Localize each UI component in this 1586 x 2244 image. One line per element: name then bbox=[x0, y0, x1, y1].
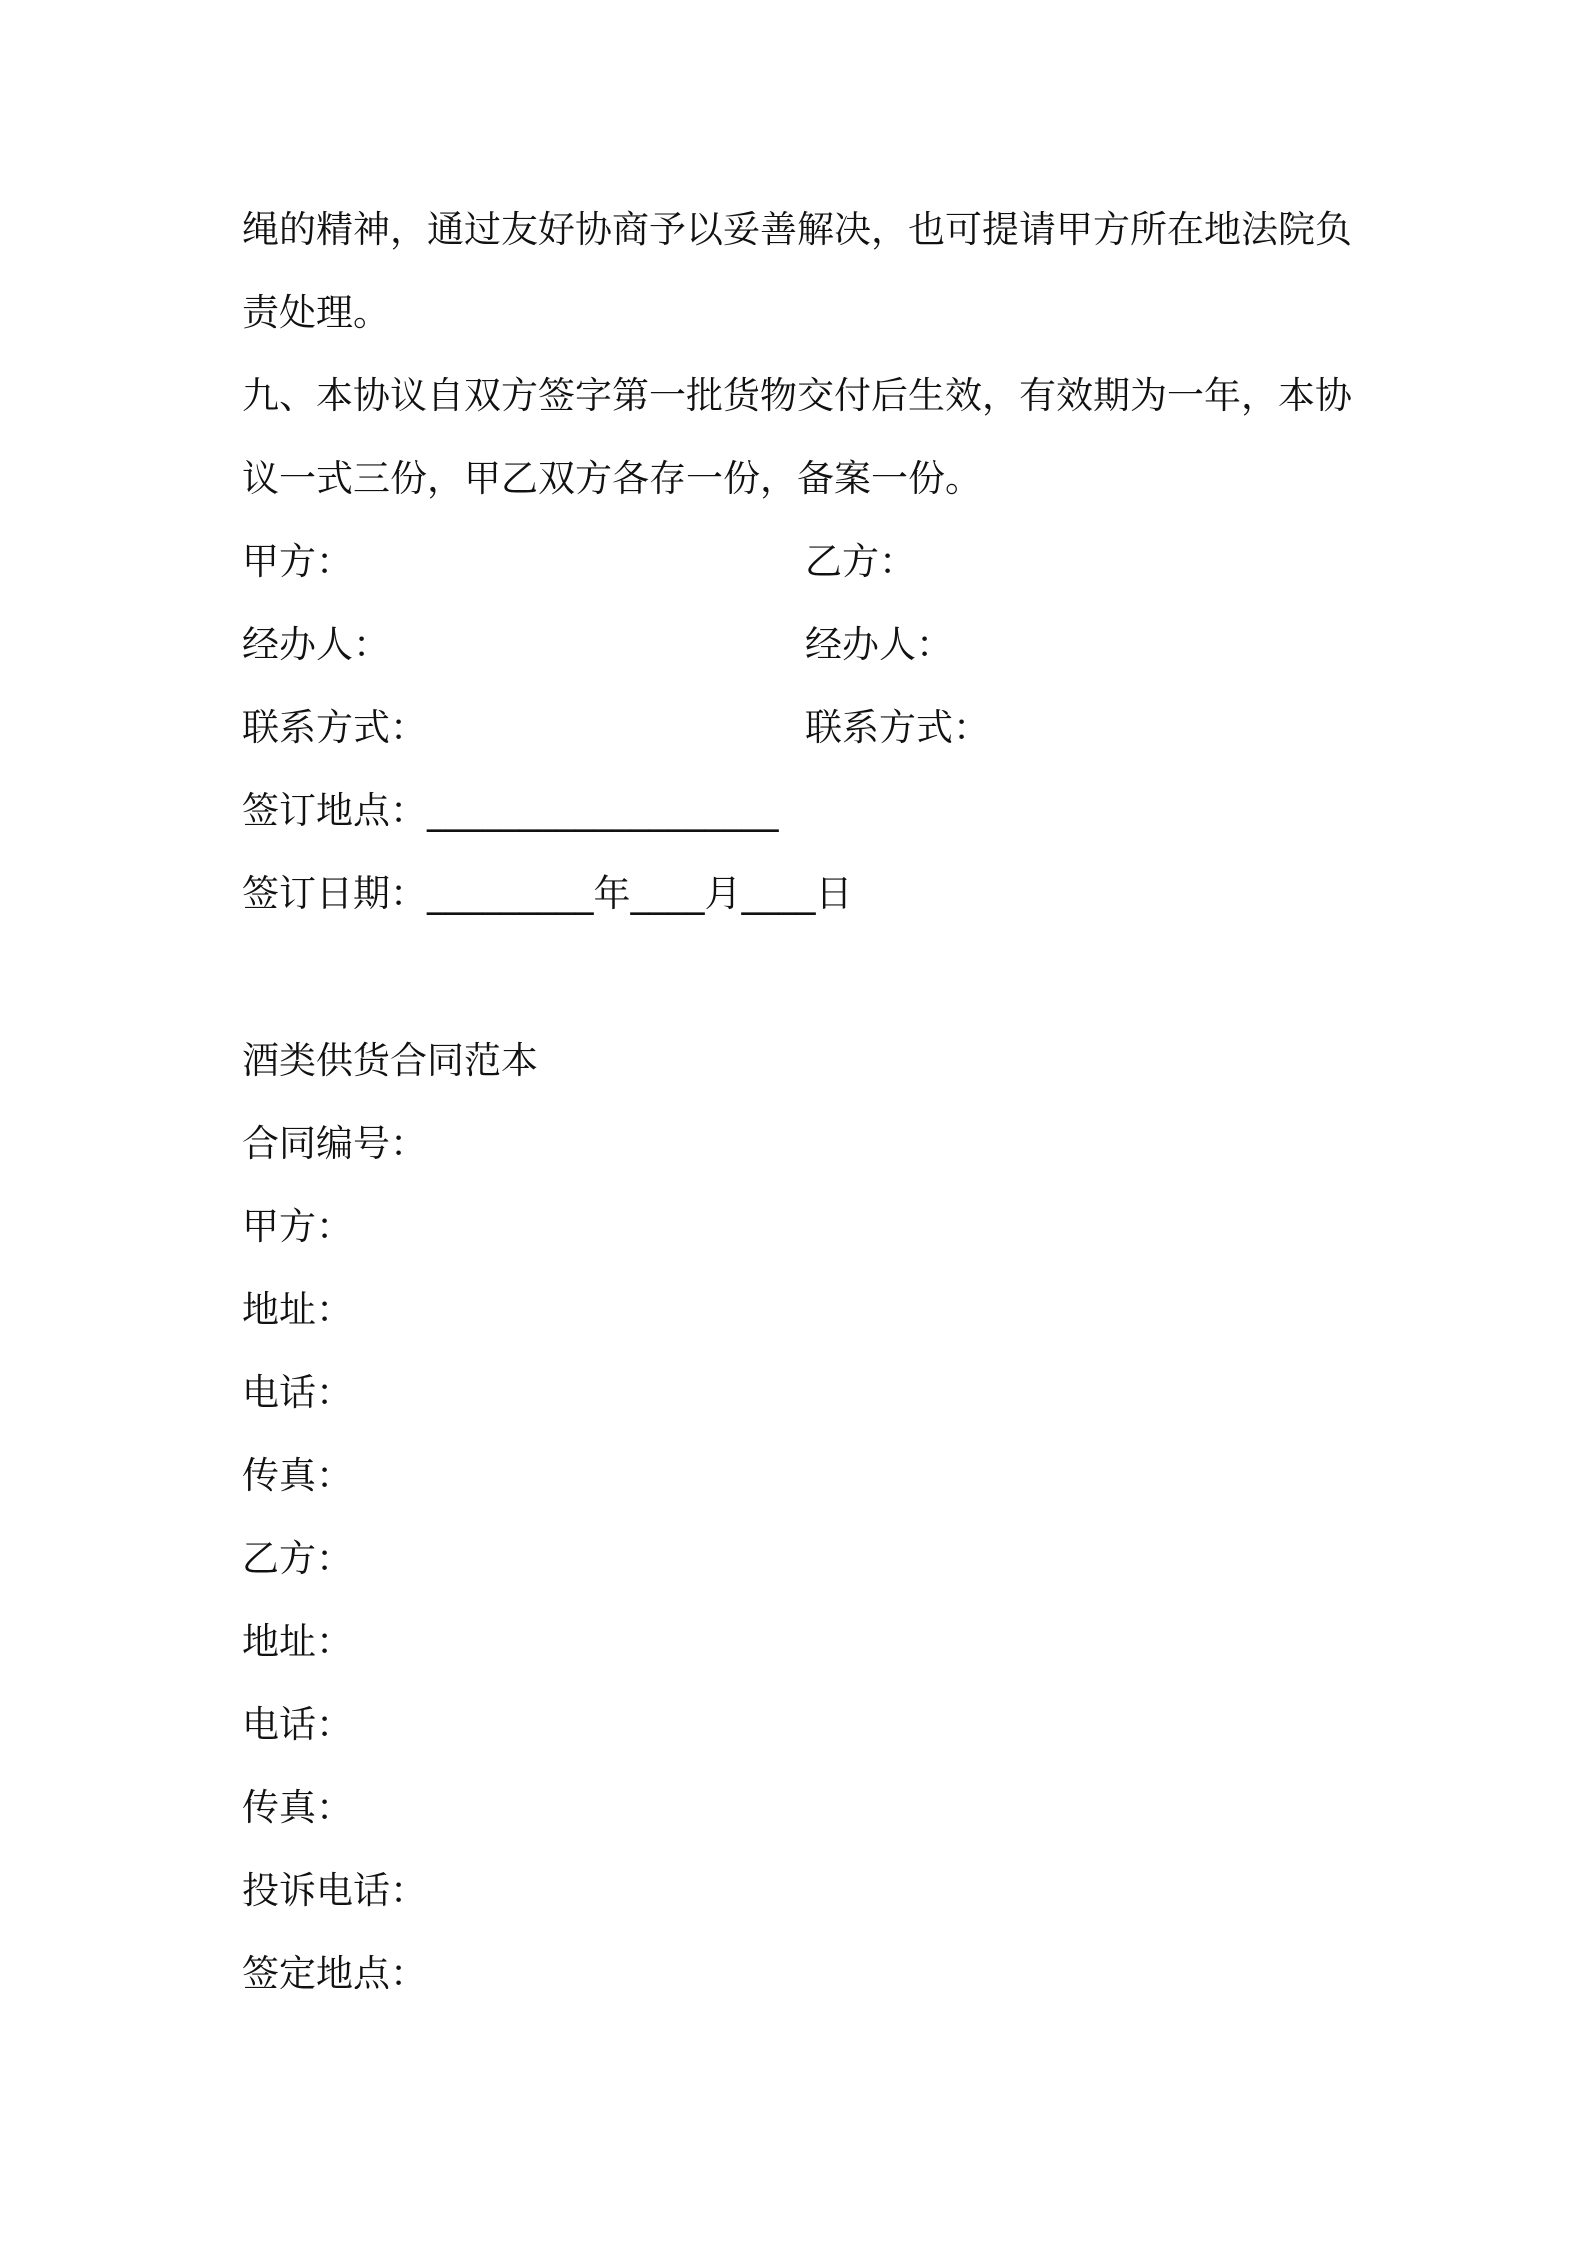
party-b-label: 乙方： bbox=[805, 540, 916, 583]
address-a-label: 地址： bbox=[242, 1288, 353, 1331]
phone-a-label: 电话： bbox=[242, 1371, 353, 1414]
paragraph-line: 责处理。 bbox=[242, 291, 390, 334]
complaint-phone-label: 投诉电话： bbox=[242, 1869, 427, 1912]
contract-number-label: 合同编号： bbox=[242, 1122, 427, 1165]
contract-title: 酒类供货合同范本 bbox=[242, 1039, 538, 1082]
phone-b-label: 电话： bbox=[242, 1703, 353, 1746]
sign-place-line: 签订地点：___________________ bbox=[242, 789, 779, 832]
paragraph-line: 议一式三份，甲乙双方各存一份，备案一份。 bbox=[242, 457, 982, 500]
address-b-label: 地址： bbox=[242, 1620, 353, 1663]
contact-a-label: 联系方式： bbox=[242, 706, 427, 749]
paragraph-line: 九、本协议自双方签字第一批货物交付后生效，有效期为一年，本协 bbox=[242, 374, 1352, 417]
party-a-label: 甲方： bbox=[242, 540, 353, 583]
sign-location-label: 签定地点： bbox=[242, 1952, 427, 1995]
paragraph-line: 绳的精神，通过友好协商予以妥善解决，也可提请甲方所在地法院负 bbox=[242, 208, 1352, 251]
fax-a-label: 传真： bbox=[242, 1454, 353, 1497]
agent-b-label: 经办人： bbox=[805, 623, 953, 666]
party-a-label: 甲方： bbox=[242, 1205, 353, 1248]
sign-date-line: 签订日期：_________年____月____日 bbox=[242, 872, 853, 915]
agent-a-label: 经办人： bbox=[242, 623, 390, 666]
contact-b-label: 联系方式： bbox=[805, 706, 990, 749]
party-b-label: 乙方： bbox=[242, 1537, 353, 1580]
fax-b-label: 传真： bbox=[242, 1786, 353, 1829]
